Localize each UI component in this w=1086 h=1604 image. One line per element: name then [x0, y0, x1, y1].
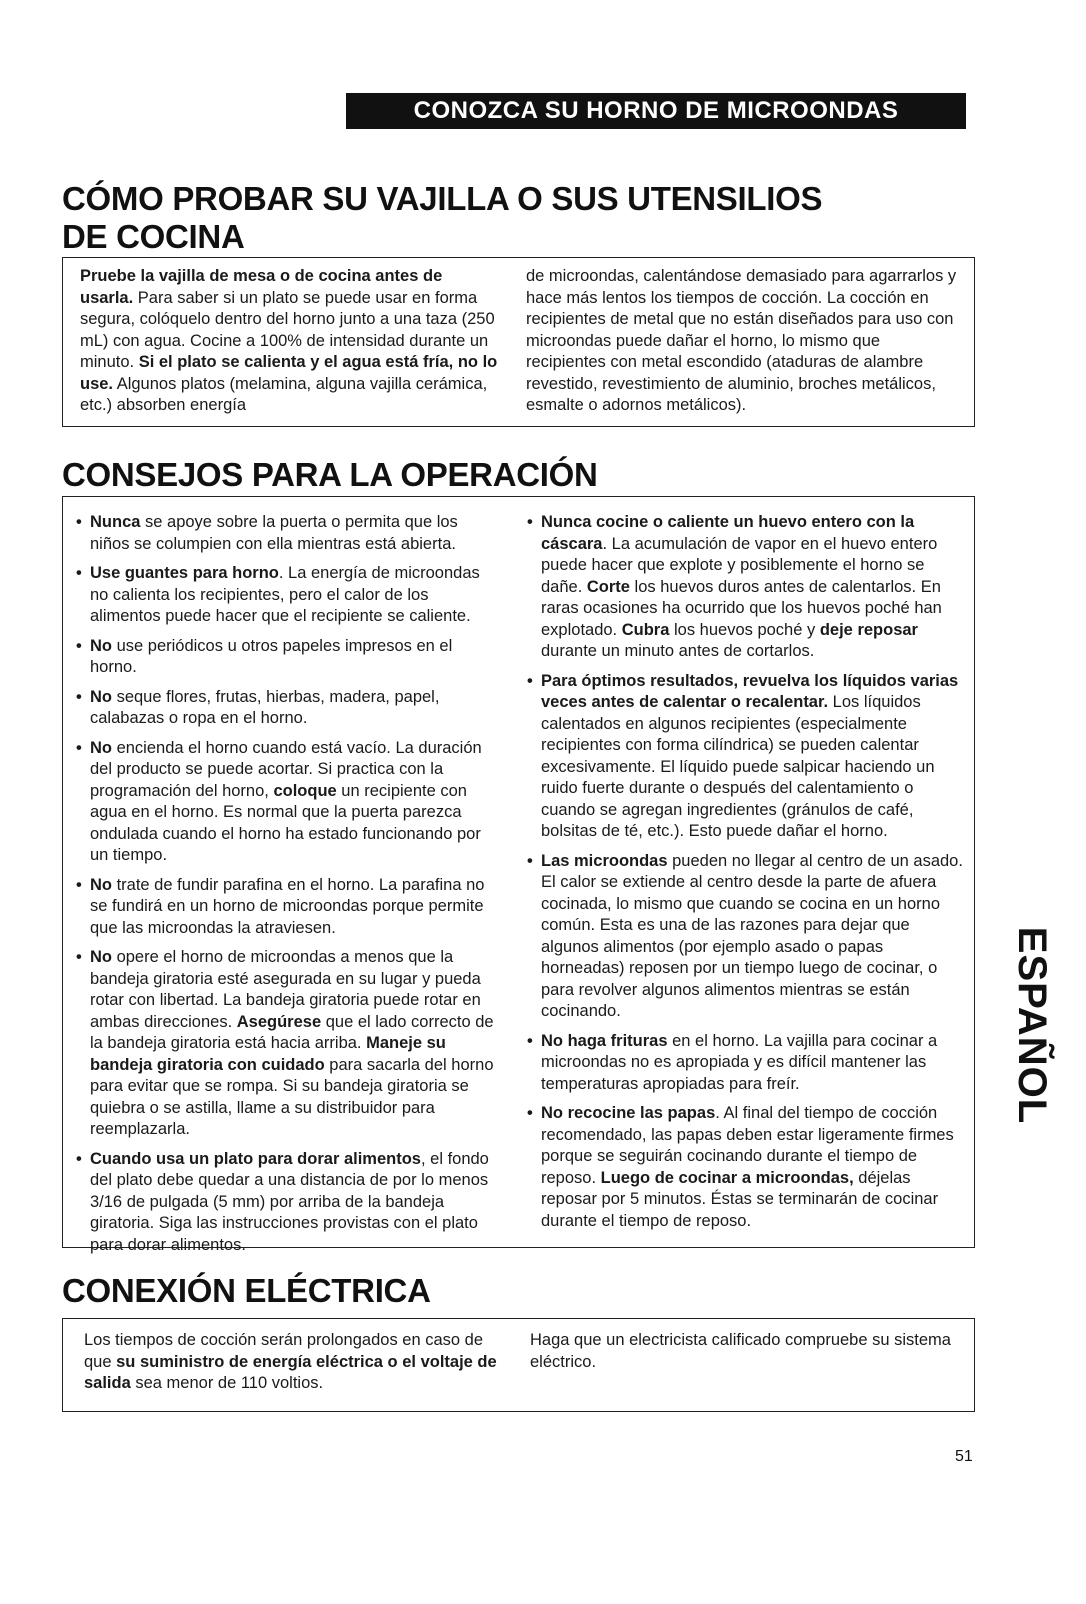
text-run: Haga que un electricista calificado compruebe su sistema eléctrico.	[530, 1331, 951, 1371]
section1-right-column	[526, 266, 962, 417]
text-run: . Al final del tiempo de cocción recomendado, las papas deben estar ligeramente firmes porque se seguirán cocinando durante el tiempo de reposo.	[541, 1104, 954, 1187]
section3-right-text	[530, 1330, 960, 1373]
text-run: su suministro de energía eléctrica o el voltaje de salida	[84, 1352, 497, 1392]
text-run: Pruebe la vajilla de mesa o de cocina antes de usarla.	[80, 267, 443, 307]
section2-left-column	[76, 512, 500, 1264]
list-item	[527, 512, 964, 663]
text-run: sea menor de 110 voltios.	[130, 1374, 324, 1392]
text-run: No recocine las papas	[541, 1104, 716, 1122]
text-run: déjelas reposar por 5 minutos. Éstas se terminarán de cocinar durante el tiempo de reposo.	[541, 1168, 939, 1230]
text-run: No	[90, 948, 112, 966]
text-run: que el lado correcto de la bandeja giratoria está hacia arriba.	[90, 1012, 494, 1052]
list-item	[76, 512, 500, 555]
list-item	[76, 738, 500, 867]
text-run: un recipiente con agua en el horno. Es normal que la puerta parezca ondulada cuando el horno ha estado funcionando por un tiempo.	[90, 781, 481, 864]
section3-left-text	[84, 1330, 500, 1395]
section3-left-column	[84, 1330, 500, 1395]
text-run: Para saber si un plato se puede usar en forma segura, colóquelo dentro del horno junto a una taza (250 mL) con agua. Cocine a 100% de intensidad durante un minuto.	[80, 288, 495, 371]
list-item	[76, 875, 500, 940]
text-run: coloque	[273, 781, 337, 800]
section1-title	[62, 180, 822, 256]
text-run: Las microondas	[541, 851, 668, 870]
text-run: Asegúrese	[236, 1012, 322, 1031]
text-run: . La acumulación de vapor en el huevo entero puede hacer que explote y posiblemente el horno se dañe.	[541, 534, 938, 596]
text-run: Algunos platos (melamina, alguna vajilla cerámica, etc.) absorben energía	[80, 374, 488, 414]
text-run: Luego de cocinar a microondas,	[600, 1168, 854, 1187]
section1-title-line1: CÓMO PROBAR SU VAJILLA O SUS UTENSILIOS	[62, 180, 823, 217]
text-run: , el fondo del plato debe quedar a una distancia de por lo menos 3/16 de pulgada (5 mm) por arriba de la bandeja giratoria. Siga las instrucciones provistas con el plato para dorar alimentos.	[90, 1149, 489, 1254]
text-run: No haga frituras	[541, 1031, 668, 1050]
text-run: Para óptimos resultados, revuelva los líquidos varias veces antes de calentar o recalentar.	[541, 671, 959, 711]
text-run: deje reposar	[819, 620, 918, 639]
section2-left-list	[76, 512, 500, 1256]
text-run: en el horno. La vajilla para cocinar a microondas no es apropiada y es difícil mantener las temperaturas apropiadas para freír.	[541, 1031, 938, 1093]
text-run: Nunca	[90, 513, 141, 531]
text-run: se apoye sobre la puerta o permita que los niños se columpien con ella mientras está abierta.	[90, 513, 458, 553]
text-run: Cuando usa un plato para dorar alimentos	[90, 1149, 421, 1168]
text-run: Los líquidos calentados en algunos recipientes (especialmente recipientes con forma cilíndrica) se pueden calentar excesivamente. El líquido puede salpicar haciendo un ruido fuerte durante o después del calentamiento o cuando se agregan ingredientes (gránulos de café, bolsitas de té, etc.). Esto puede dañar el horno.	[541, 693, 935, 840]
side-language-tab	[1010, 920, 1055, 1130]
section3-title: CONEXIÓN ELÉCTRICA	[62, 1272, 431, 1309]
section-banner: CONOZCA SU HORNO DE MICROONDAS	[346, 93, 966, 129]
list-item	[527, 1031, 964, 1096]
text-run: trate de fundir parafina en el horno. La parafina no se fundirá en un horno de microondas porque permite que las microondas la atraviesen.	[90, 875, 485, 937]
text-run: los huevos duros antes de calentarlos. En raras ocasiones ha ocurrido que los huevos poché han explotado.	[541, 577, 942, 639]
text-run: . La energía de microondas no calienta los recipientes, pero el calor de los alimentos puede hacer que el recipiente se caliente.	[90, 564, 480, 625]
text-run: use periódicos u otros papeles impresos en el horno.	[90, 636, 453, 676]
section1-title-line2: DE COCINA	[62, 218, 245, 255]
list-item	[76, 687, 500, 730]
section1-right-text	[526, 266, 962, 417]
text-run: opere el horno de microondas a menos que la bandeja giratoria esté asegurada en su lugar y pueda rotar con libertad. La bandeja giratoria puede rotar en ambas direcciones.	[90, 948, 481, 1031]
section2-title: CONSEJOS PARA LA OPERACIÓN	[62, 456, 598, 493]
text-run: Maneje su bandeja giratoria con cuidado	[90, 1034, 446, 1074]
text-run: Los tiempos de cocción serán prolongados en caso de que	[84, 1331, 484, 1371]
text-run: No	[90, 738, 112, 757]
text-run: encienda el horno cuando está vacío. La duración del producto se puede acortar. Si practica con la programación del horno,	[90, 738, 482, 800]
list-item	[76, 636, 500, 679]
text-run: pueden no llegar al centro de un asado. El calor se extiende al centro desde la parte de afuera cocinada, lo mismo que cuando se cocina en un horno común. Esta es una de las razones para dejar que algunos alimentos (por ejemplo asado o papas horneadas) reposen por un tiempo luego de cocinar, o para revolver algunos alimentos mientras se están cocinando.	[541, 851, 963, 1020]
text-run: No	[90, 636, 112, 655]
list-item	[76, 1149, 500, 1257]
list-item	[76, 947, 500, 1141]
side-language-label: ESPAÑOL	[1010, 926, 1055, 1124]
page-number: 51	[955, 1448, 973, 1465]
list-item	[76, 563, 500, 628]
text-run: durante un minuto antes de cortarlos.	[541, 642, 815, 660]
list-item	[527, 671, 964, 843]
section2-right-column	[527, 512, 964, 1240]
section1-left-column	[80, 266, 500, 417]
text-run: de microondas, calentándose demasiado para agarrarlos y hace más lentos los tiempos de cocción. La cocción en recipientes de metal que no están diseñados para uso con microondas puede dañar el horno, lo mismo que recipientes con metal escondido (ataduras de alambre revestido, revestimiento de aluminio, broches metálicos, esmalte o adornos metálicos).	[526, 267, 957, 414]
text-run: Cubra	[621, 620, 670, 639]
list-item	[527, 851, 964, 1023]
text-run: Corte	[586, 577, 630, 596]
section1-left-text	[80, 266, 500, 417]
text-run: No	[90, 875, 112, 894]
text-run: para sacarla del horno para evitar que se rompa. Si su bandeja giratoria se quiebra o se astilla, llame a su distribuidor para reemplazarla.	[90, 1055, 494, 1138]
text-run: seque flores, frutas, hierbas, madera, papel, calabazas o ropa en el horno.	[90, 687, 440, 727]
text-run: Use guantes para horno	[90, 564, 279, 582]
text-run: Si el plato se calienta y el agua está fría, no lo use.	[80, 353, 498, 393]
section2-right-list	[527, 512, 964, 1232]
text-run: No	[90, 687, 112, 706]
list-item	[527, 1103, 964, 1232]
text-run: Nunca cocine o caliente un huevo entero con la cáscara	[541, 513, 915, 553]
text-run: los huevos poché y	[669, 620, 820, 639]
section3-right-column	[530, 1330, 960, 1373]
